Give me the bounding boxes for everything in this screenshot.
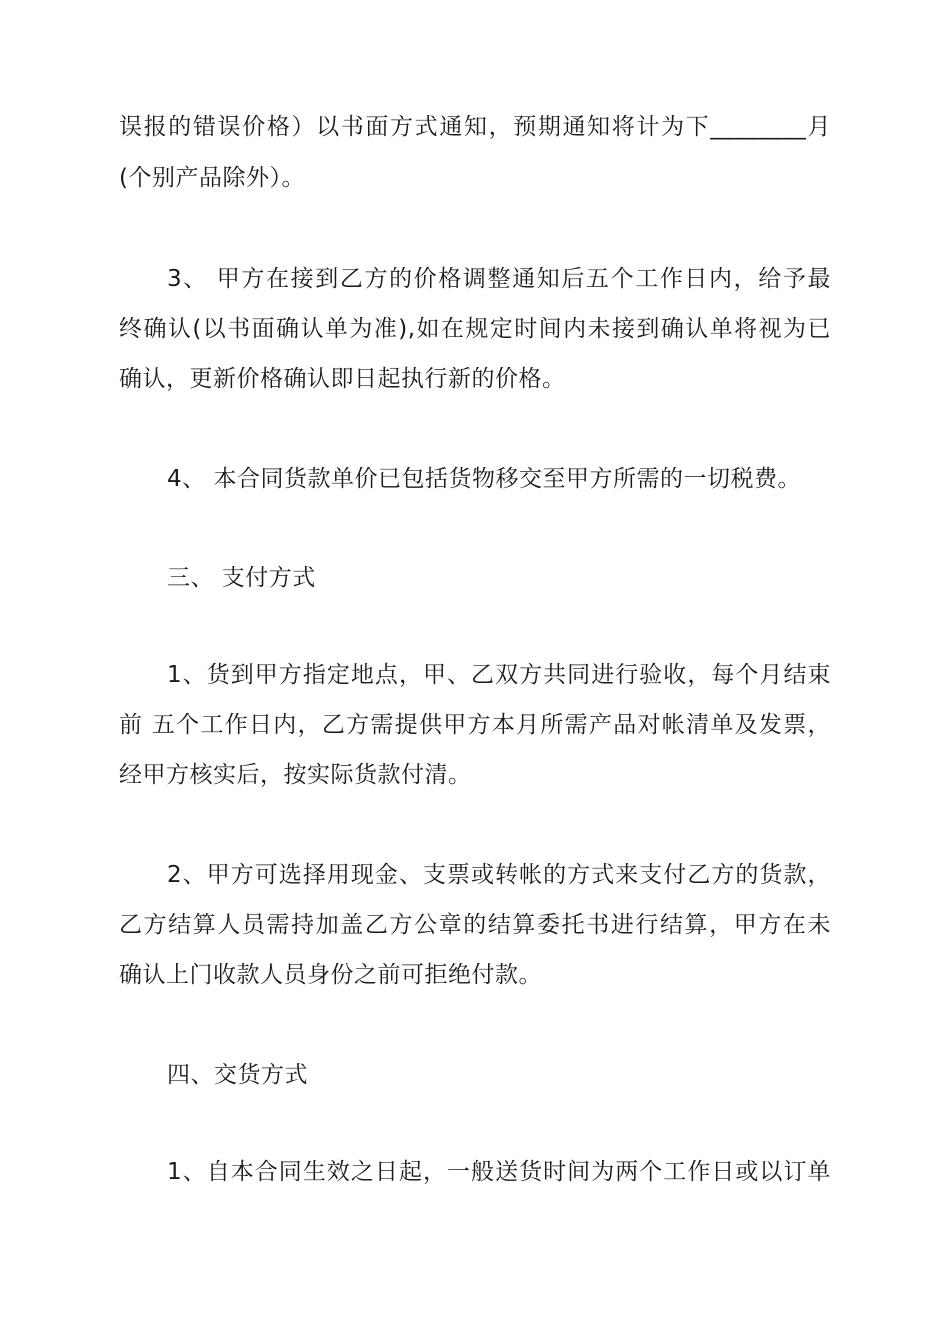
text-line: 前 五个工作日内，乙方需提供甲方本月所需产品对帐清单及发票， (119, 712, 831, 738)
text-line: 1、自本合同生效之日起，一般送货时间为两个工作日或以订单 (167, 1159, 831, 1185)
section-heading: 四、交货方式 (167, 1062, 308, 1088)
text-line: 确认上门收款人员身份之前可拒绝付款。 (119, 962, 542, 988)
text-line: 终确认(以书面确认单为准),如在规定时间内未接到确认单将视为已 (119, 316, 831, 342)
text-line: 2、甲方可选择用现金、支票或转帐的方式来支付乙方的货款， (167, 862, 831, 888)
text-line: 乙方结算人员需持加盖乙方公章的结算委托书进行结算，甲方在未 (119, 912, 831, 938)
section-heading: 三、 支付方式 (167, 565, 316, 591)
text-line: 确认，更新价格确认即日起执行新的价格。 (119, 366, 566, 392)
text-line: 1、货到甲方指定地点，甲、乙双方共同进行验收，每个月结束 (167, 662, 831, 688)
text-line: 3、 甲方在接到乙方的价格调整通知后五个工作日内，给予最 (167, 266, 831, 292)
text-line: 4、 本合同货款单价已包括货物移交至甲方所需的一切税费。 (167, 466, 801, 492)
text-line: (个别产品除外）。 (119, 165, 305, 191)
text-line: 经甲方核实后，按实际货款付清。 (119, 762, 472, 788)
text-line: 误报的错误价格）以书面方式通知，预期通知将计为下________月 (119, 114, 831, 140)
